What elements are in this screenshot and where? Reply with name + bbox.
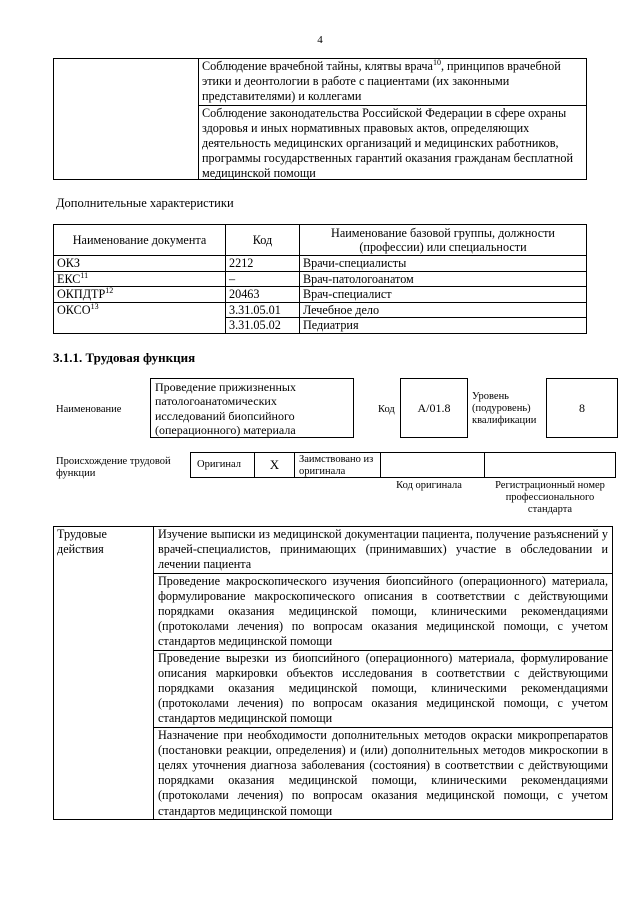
labor-actions-label: Трудовые действия bbox=[54, 527, 154, 819]
table-row bbox=[54, 256, 587, 272]
list-item: Проведение вырезки из биопсийного (операционного) материала, формулирование описания маркировки объектов исследования в соответствии с действующими порядками оказания медицинской помощи, клиническими рекомендациями (протоколами лечения) по вопросам оказания медицинской помощи, с учетом стандартов медицинской помощи bbox=[154, 650, 612, 727]
doc-cell: ОКПДТР$^{12}$ bbox=[54, 287, 226, 303]
additional-heading: Дополнительные характеристики bbox=[56, 196, 234, 210]
list-item: Изучение выписки из медицинской документации пациента, получение разъяснений у врачей-специалистов, принимающих (принимавших) участие в обследовании и лечении пациента bbox=[158, 527, 608, 572]
labor-actions-list bbox=[154, 527, 612, 819]
origin-table bbox=[190, 452, 616, 478]
column-header: Наименование документа bbox=[54, 225, 226, 256]
original-cell: Оригинал bbox=[191, 453, 255, 477]
code-cell: 3.31.05.02 bbox=[226, 318, 300, 334]
competence-table bbox=[53, 58, 587, 180]
table-row bbox=[54, 302, 587, 318]
section-title: 3.1.1. Трудовая функция bbox=[53, 350, 196, 365]
doc-cell: ОКЗ bbox=[54, 256, 226, 272]
reg-number-caption: Регистрационный номер профессионального стандарта bbox=[495, 480, 605, 515]
code-label: Код bbox=[378, 404, 395, 415]
code-cell: 2212 bbox=[226, 256, 300, 272]
footnote-ref: 13 bbox=[90, 301, 99, 311]
competence-row: Соблюдение врачебной тайны, клятвы врача$^{10}$, принципов врачебной этики и деонтологии в работе с пациентами (их законными представителями) и коллегами bbox=[202, 57, 561, 104]
origin-label: Происхождение трудовой функции bbox=[56, 456, 171, 479]
original-mark-cell: X bbox=[255, 453, 295, 477]
original-code-caption: Код оригинала bbox=[396, 480, 462, 491]
name-label: Наименование bbox=[56, 404, 122, 415]
borrowed-cell: Заимствовано из оригинала bbox=[295, 453, 381, 477]
function-code-box: A/01.8 bbox=[400, 378, 468, 438]
labor-actions-table bbox=[53, 526, 613, 820]
code-cell: – bbox=[226, 271, 300, 287]
column-header: Наименование базовой группы, должности (профессии) или специальности bbox=[300, 225, 587, 256]
characteristics-table bbox=[53, 224, 587, 334]
code-cell: 3.31.05.01 bbox=[226, 302, 300, 318]
name-cell: Врачи-специалисты bbox=[300, 256, 587, 272]
list-item: Проведение макроскопического изучения биопсийного (операционного) материала, формулирование макроскопического описания в соответствии с действующими порядками оказания медицинской помощи, клиническими рекомендациями (протоколами лечения) по вопросам оказания медицинской помощи, с учетом стандартов медицинской помощи bbox=[154, 573, 612, 650]
doc-cell: ЕКС$^{11}$ bbox=[54, 271, 226, 287]
table-row bbox=[54, 287, 587, 303]
table-header-row bbox=[54, 225, 587, 256]
footnote-ref: 10 bbox=[432, 57, 441, 67]
footnote-ref: 11 bbox=[80, 270, 89, 280]
name-cell: Врач-специалист bbox=[300, 287, 587, 303]
function-name-box: Проведение прижизненных патологоанатомических исследований биопсийного (операционного) материала bbox=[150, 378, 354, 438]
original-code-cell bbox=[381, 453, 485, 477]
level-label: Уровень (подуровень) квалификации bbox=[472, 391, 537, 426]
code-cell: 20463 bbox=[226, 287, 300, 303]
name-cell: Педиатрия bbox=[300, 318, 587, 334]
table-row bbox=[54, 271, 587, 287]
competence-label-cell bbox=[54, 59, 199, 179]
footnote-ref: 12 bbox=[105, 285, 114, 295]
name-cell: Лечебное дело bbox=[300, 302, 587, 318]
name-cell: Врач-патологоанатом bbox=[300, 271, 587, 287]
page-number: 4 bbox=[317, 34, 323, 46]
qualification-level-box: 8 bbox=[546, 378, 618, 438]
doc-cell: ОКСО$^{13}$ bbox=[54, 302, 226, 318]
table-row bbox=[54, 318, 587, 334]
reg-number-cell bbox=[485, 453, 615, 477]
list-item: Назначение при необходимости дополнительных методов окраски микропрепаратов (постановки реакции, определения) и (или) дополнительных методов микроскопии в целях уточнения диагноза заболевания (состояния) в соответствии с действующими порядками оказания медицинской помощи, клиническими рекомендациями (протоколами лечения) по вопросам оказания медицинской помощи, с учетом стандартов медицинской помощи bbox=[154, 727, 612, 819]
doc-cell bbox=[54, 318, 226, 334]
column-header: Код bbox=[226, 225, 300, 256]
competence-content-cell bbox=[199, 59, 586, 179]
competence-row: Соблюдение законодательства Российской Федерации в сфере охраны здоровья и иных нормативных правовых актов, определяющих деятельность медицинских организаций и медицинских работников, программы государственных гарантий оказания гражданам бесплатной медицинской помощи bbox=[199, 105, 586, 182]
